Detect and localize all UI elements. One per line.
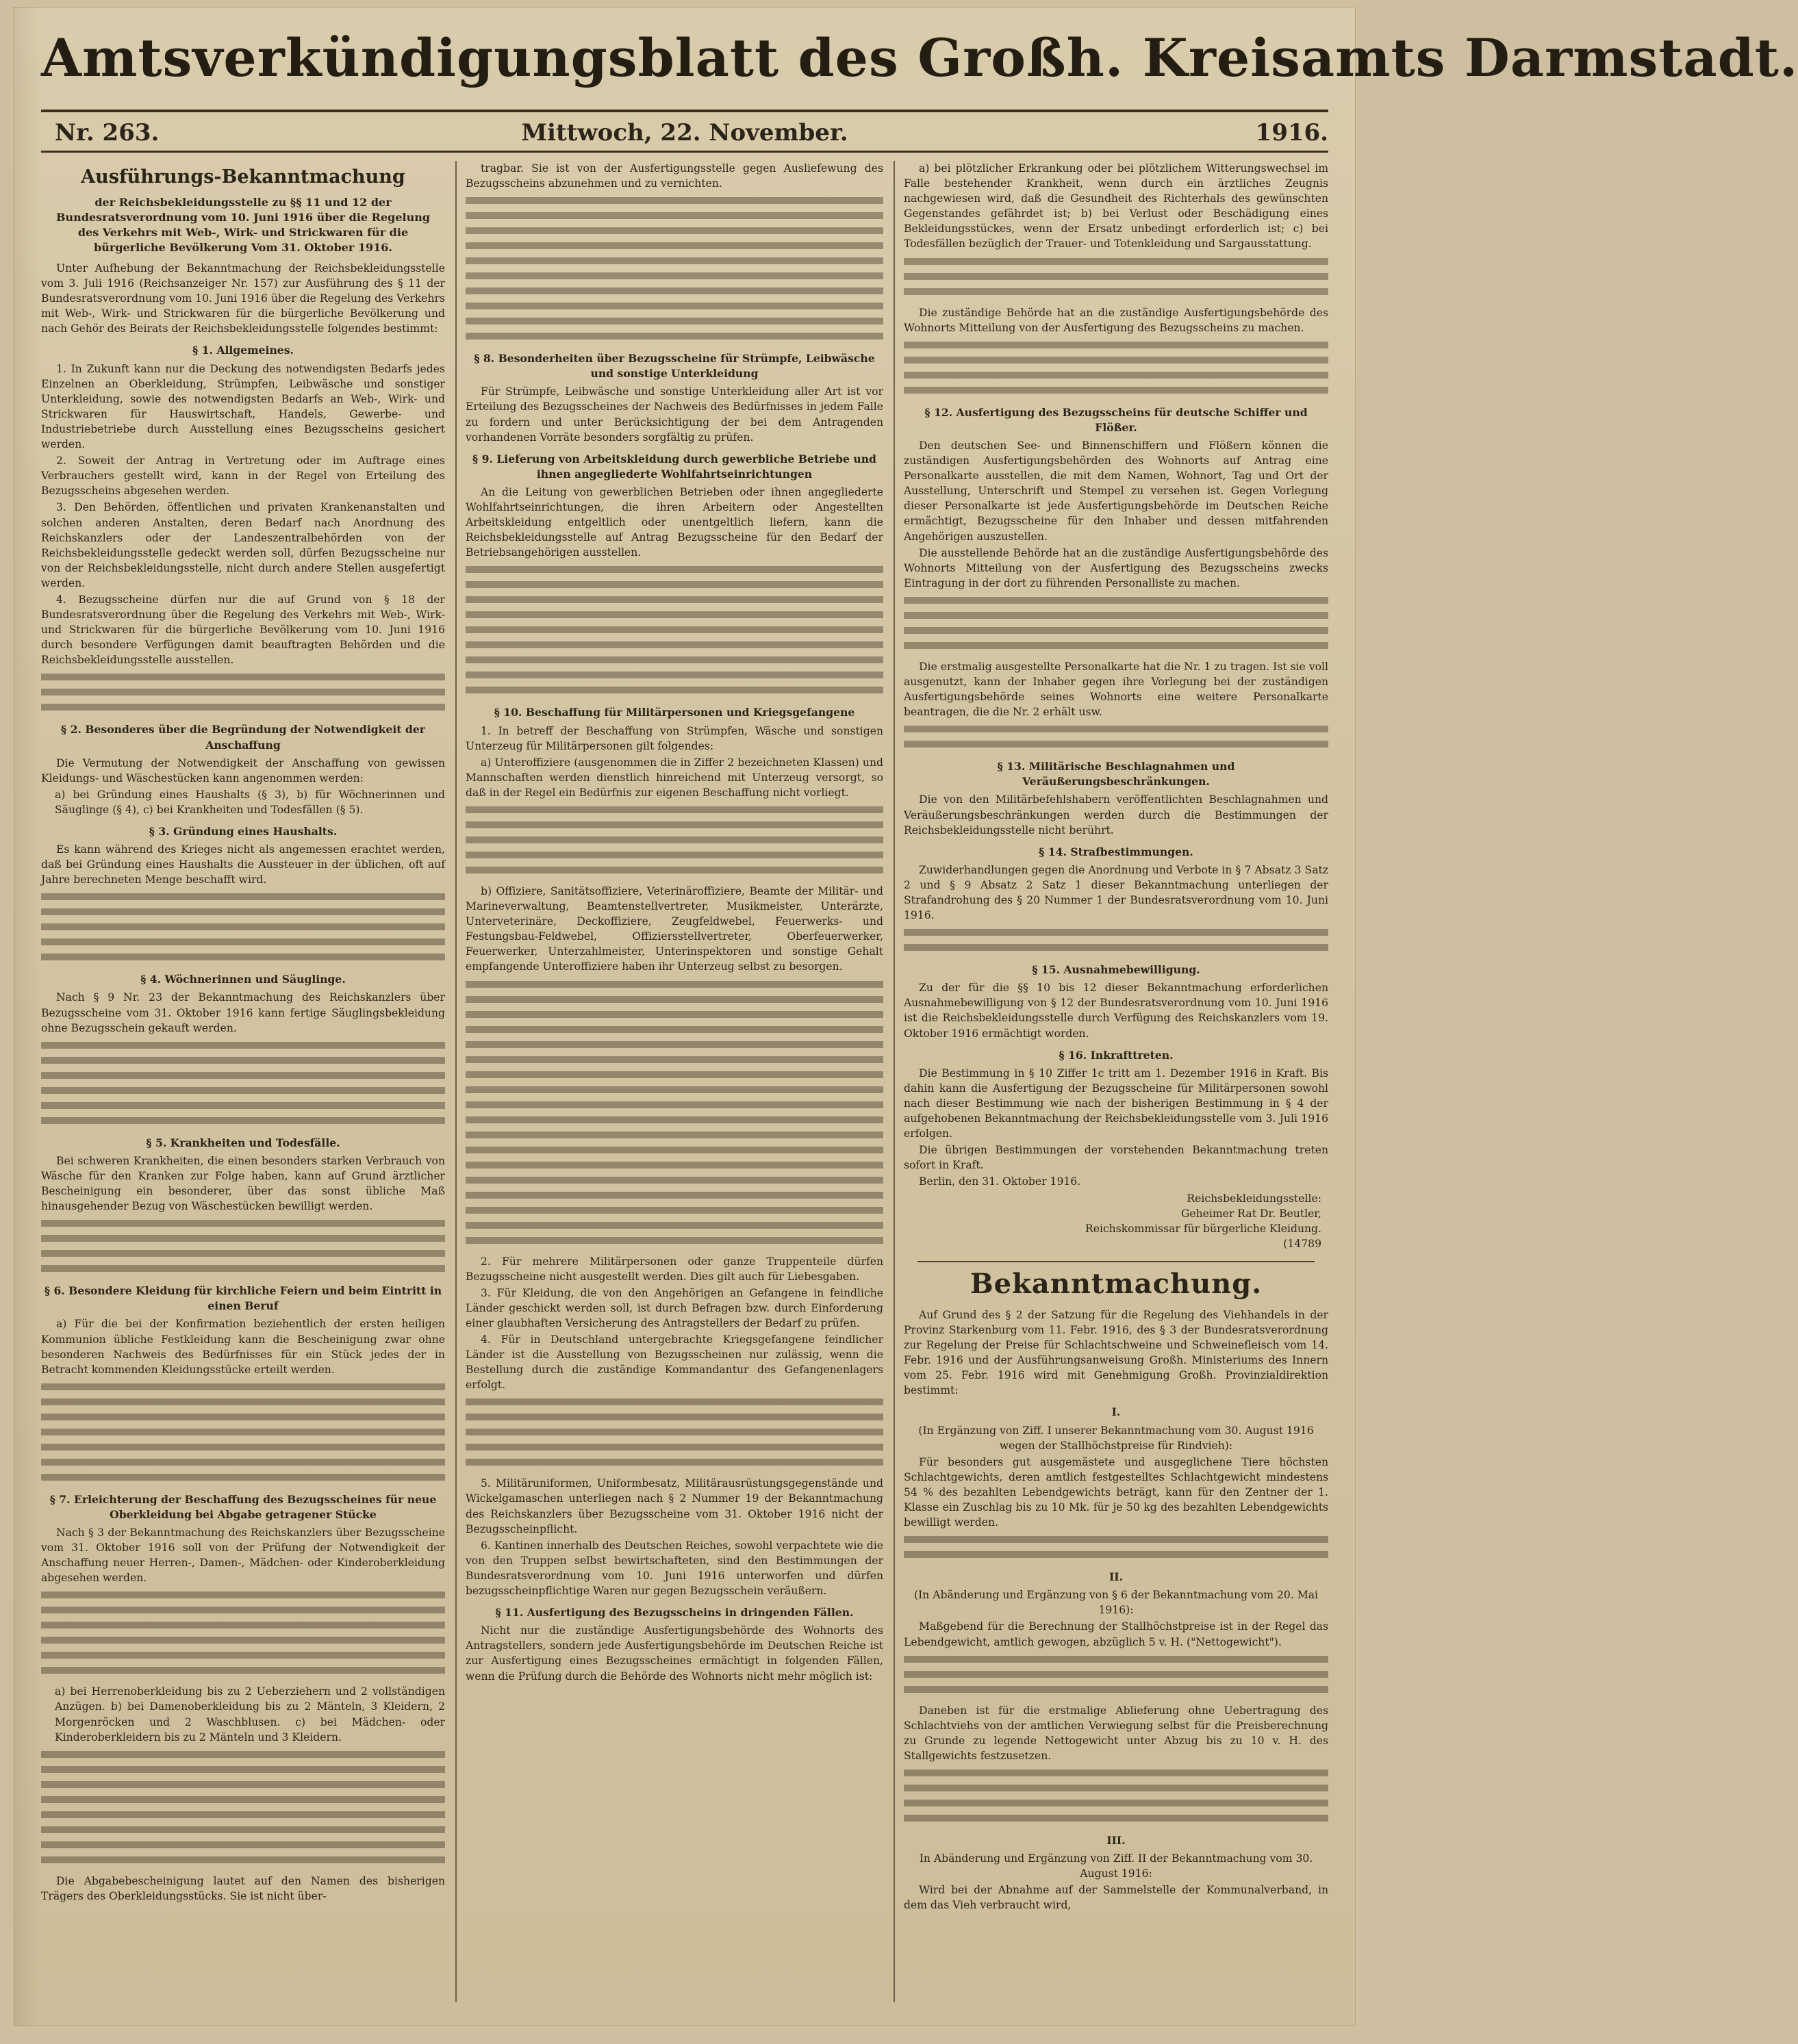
column-1 [41, 161, 445, 2009]
masthead-rule [41, 110, 1328, 112]
paragraph: 2. Soweit der Antrag in Vertretung oder im Auftrage eines Verbrauchers gestellt wird, kann in der Regel von Erteilung des Bezugsscheins abgesehen werden. [41, 455, 445, 498]
paragraph: Die von den Militärbefehlshabern veröffentlichten Beschlagnahmen und Veräußerungsbeschränkungen werden durch die Bestimmungen der Reichsbekleidungsstelle nicht berührt. [904, 793, 1328, 836]
text-filler [41, 1216, 445, 1277]
text-filler [41, 1588, 445, 1678]
list [55, 787, 445, 817]
newspaper-page [14, 7, 1798, 2026]
column-divider [894, 161, 895, 2002]
list [55, 1684, 445, 1744]
article-lead: der Reichsbekleidungsstelle zu §§ 11 und 12 der Bundesratsverordnung vom 10. Juni 1916 über die Regelung des Verkehrs mit Web-, Wirk- und Strickwaren für die bürgerliche Bevölkerung Vom 31. Oktober 1916. [55, 196, 431, 254]
text-filler [466, 563, 883, 698]
reference-number: (14789 [1283, 1237, 1321, 1250]
text-filler [41, 1748, 445, 1868]
paragraph: Nicht nur die zuständige Ausfertigungsbehörde des Wohnorts des Antragstellers, sondern jede Ausfertigungsbehörde im Deutschen Reiche ist zur Ausfertigung eines Bezugsscheines ermächtigt in folgenden Fällen, wenn die Prüfung durch die Behörde des Wohnorts nicht mehr möglich ist: [466, 1624, 883, 1683]
section-heading: § 14. Strafbestimmungen. [1039, 845, 1193, 858]
section-heading: § 15. Ausnahmebewilligung. [1032, 963, 1200, 977]
text-filler [466, 978, 883, 1249]
signature-office: Reichsbekleidungsstelle: [1187, 1192, 1321, 1205]
text-filler [41, 1380, 445, 1485]
paragraph: Die ausstellende Behörde hat an die zuständige Ausfertigungsbehörde des Wohnorts Mitteilung von der Ausfertigung des Bezugsscheins zwecks Eintragung in der dort zu führenden Personalliste zu machen. [904, 546, 1328, 589]
issue-number: Nr. 263. [55, 119, 160, 146]
paragraph: (In Ergänzung von Ziff. I unserer Bekanntmachung vom 30. August 1916 wegen der Stallhöchstpreise für Rindvieh): [918, 1424, 1314, 1452]
paragraph: Für besonders gut ausgemästete und ausgeglichene Tiere höchsten Schlachtgewichts, deren amtlich festgestelltes Schlachtgewicht mindestens 54 % des bezahlten Lebendgewichts beträgt, kann für den Zentner der 1. Klasse ein Zuschlag bis zu 10 Mk. für je 50 kg des bezahlten Lebendgewichts bewilligt werden. [904, 1455, 1328, 1529]
section-heading: § 9. Lieferung von Arbeitskleidung durch gewerbliche Betriebe und ihnen angegliederte Wohlfahrtseinrichtungen [472, 452, 876, 481]
paragraph: Für Strümpfe, Leibwäsche und sonstige Unterkleidung aller Art ist vor Erteilung des Bezugsscheines der Nachweis des Bedürfnisses in jedem Falle zu fordern und unter Berücksichtigung der bei dem Antragenden vorhandenen Vorräte besonders sorgfältig zu prüfen. [466, 385, 883, 444]
paragraph: In Abänderung und Ergänzung von Ziff. II der Bekanntmachung vom 30. August 1916: [919, 1852, 1313, 1880]
column-3 [904, 161, 1328, 2009]
paragraph: Wird bei der Abnahme auf der Sammelstelle der Kommunalverband, in dem das Vieh verbraucht wird, [904, 1884, 1328, 1912]
paragraph: Die erstmalig ausgestellte Personalkarte hat die Nr. 1 zu tragen. Ist sie voll ausgenutzt, kann der Inhaber gegen ihre Vorlegung bei der zuständigen Ausfertigungsbehörde seines Wohnorts eine weitere Personalkarte beantragen, die die Nr. 2 erhält usw. [904, 660, 1328, 719]
paragraph: 1. In Zukunft kann nur die Deckung des notwendigsten Bedarfs jedes Einzelnen an Oberkleidung, Strümpfen, Leibwäsche und sonstiger Unterkleidung, sowie des notwendigsten Bedarfs an Web-, Wirk- und Strickwaren für Hauswirtschaft, Handels, Gewerbe- und Industriebetriebe durch Ausstellung eines Bezugsscheins gesichert werden. [41, 362, 445, 451]
article-divider [917, 1261, 1315, 1262]
paragraph: a) bei plötzlicher Erkrankung oder bei plötzlichem Witterungswechsel im Falle bestehender Krankheit, wenn durch ein ärztliches Zeugnis nachgewiesen wird, daß die Gesundheit des Richterhals des gewünschten Gegenstandes gefährdet ist; b) bei Verlust oder Beschädigung eines Bekleidungsstückes, wenn der Ersatz unbedingt erforderlich ist; c) bei Todesfällen bezüglich der Trauer- und Totenkleidung und Sargausstattung. [904, 162, 1328, 251]
paragraph: tragbar. Sie ist von der Ausfertigungsstelle gegen Ausliefewung des Bezugsscheins abzunehmen und zu vernichten. [466, 162, 883, 190]
masthead-title: Amtsverkündigungsblatt des Großh. Kreisamts Darmstadt. [41, 27, 1798, 88]
paragraph: Zuwiderhandlungen gegen die Anordnung und Verbote in § 7 Absatz 3 Satz 2 und § 9 Absatz 2 Satz 1 dieser Bekanntmachung unterliegen der Strafandrohung des § 20 Nummer 1 der Bundesratsverordnung vom 10. Juni 1916. [904, 863, 1328, 922]
text-filler [904, 1533, 1328, 1563]
section-heading: § 16. Inkrafttreten. [1059, 1048, 1174, 1062]
text-filler [904, 593, 1328, 654]
paragraph: 2. Für mehrere Militärpersonen oder ganze Truppenteile dürfen Bezugsscheine nicht ausgestellt werden. Dies gilt auch für Liebesgaben. [466, 1255, 883, 1283]
section-heading: § 7. Erleichterung der Beschaffung des Bezugsscheines für neue Oberkleidung bei Abgabe getragener Stücke [49, 1492, 437, 1521]
paragraph: 3. Den Behörden, öffentlichen und privaten Krankenanstalten und solchen anderen Anstalten, deren Bedarf nach Anordnung des Reichskanzlers oder der Landeszentralbehörden von der Reichsbekleidungsstelle gedeckt werden soll, dürfen Bezugsscheine nur von der Reichsbekleidungsstelle, nicht durch andere Stellen ausgefertigt werden. [41, 501, 445, 589]
article-title: Bekanntmachung. [970, 1267, 1263, 1300]
section-heading: § 1. Allgemeines. [192, 344, 294, 357]
paper-shade [14, 7, 41, 2026]
roman-numeral: III. [1106, 1834, 1126, 1848]
text-filler [466, 803, 883, 878]
section-heading: § 10. Beschaffung für Militärpersonen und Kriegsgefangene [494, 706, 855, 719]
column-divider [455, 161, 457, 2002]
issue-date: Mittwoch, 22. November. [521, 119, 848, 146]
text-filler [904, 925, 1328, 956]
text-filler [41, 890, 445, 965]
paragraph: 1. In betreff der Beschaffung von Strümpfen, Wäsche und sonstigen Unterzeug für Militärpersonen gilt folgendes: [466, 724, 883, 752]
dateline-rule [41, 151, 1328, 153]
paragraph: (In Abänderung und Ergänzung von § 6 der Bekanntmachung vom 20. Mai 1916): [913, 1589, 1318, 1617]
list-items: a) bei Gründung eines Haushalts (§ 3), b) für Wöchnerinnen und Säuglinge (§ 4), c) bei Krankheiten und Todesfällen (§ 5). [55, 788, 445, 816]
paragraph: Den deutschen See- und Binnenschiffern und Flößern können die zuständigen Ausfertigungsbehörden des Wohnorts auf Antrag eine Personalkarte ausstellen, die mit dem Namen, Wohnort, Tag und Ort der Ausstellung, Unterschrift und Stempel zu versehen ist. Gegen Vorlegung dieser Personalkarte ist jede Ausfertigungsbehörde im Deutschen Reiche ermächtigt, Bezugsscheine für den Inhaber und dessen mitfahrenden Angehörigen auszustellen. [904, 439, 1328, 543]
section-heading: § 6. Besondere Kleidung für kirchliche Feiern und beim Eintritt in einen Beruf [44, 1284, 442, 1313]
paragraph: Es kann während des Krieges nicht als angemessen erachtet werden, daß bei Gründung eines Haushalts die Aussteuer in der üblichen, oft auf Jahre berechneten Menge beschafft wird. [41, 843, 445, 886]
section-heading: § 3. Gründung eines Haushalts. [149, 825, 338, 838]
section-heading: § 4. Wöchnerinnen und Säuglinge. [140, 973, 346, 986]
paragraph: 5. Militäruniformen, Uniformbesatz, Militärausrüstungsgegenstände und Wickelgamaschen unterliegen nach § 2 Nummer 19 der Bekanntmachung des Reichskanzlers über Bezugsscheine vom 31. Oktober 1916 nicht der Bezugsscheinpflicht. [466, 1477, 883, 1535]
paragraph: Daneben ist für die erstmalige Ablieferung ohne Uebertragung des Schlachtviehs von der amtlichen Verwiegung selbst für die Preisberechnung zu Grunde zu legende Nettogewicht unter Abzug bis zu 10 v. H. des Stallgewichts festzusetzen. [904, 1704, 1328, 1762]
paragraph: 4. Bezugsscheine dürfen nur die auf Grund von § 18 der Bundesratsverordnung über die Regelung des Verkehrs mit Web-, Wirk- und Strickwaren für die bürgerliche Bevölkerung vom 10. Juni 1916 durch besondere Verfügungen damit beauftragten Behörden und die Reichsbekleidungsstelle ausstellen. [41, 593, 445, 667]
section-heading: § 12. Ausfertigung des Bezugsscheins für deutsche Schiffer und Flößer. [924, 405, 1308, 434]
paragraph: Die Vermutung der Notwendigkeit der Anschaffung von gewissen Kleidungs- und Wäschestücken kann angenommen werden: [41, 756, 445, 784]
paragraph: Zu der für die §§ 10 bis 12 dieser Bekanntmachung erforderlichen Ausnahmebewilligung von § 12 der Bundesratsverordnung vom 10. Juni 1916 ist die Reichsbekleidungsstelle durch Verfügung des Reichskanzlers vom 19. Oktober 1916 ermächtigt worden. [904, 982, 1328, 1040]
section-heading: § 13. Militärische Beschlagnahmen und Veräußerungsbeschränkungen. [997, 760, 1235, 789]
paragraph: Nach § 9 Nr. 23 der Bekanntmachung des Reichskanzlers über Bezugsscheine vom 31. Oktober 1916 kann fertige Säuglingsbekleidung ohne Bezugsschein gekauft werden. [41, 991, 445, 1034]
paragraph: 4. Für in Deutschland untergebrachte Kriegsgefangene feindlicher Länder ist die Ausstellung von Bezugsscheinen nur zulässig, wenn die Bestellung durch die zuständige Kommandantur des Gefangenenlagers erfolgt. [466, 1333, 883, 1392]
text-filler [466, 1395, 883, 1470]
text-filler [41, 670, 445, 715]
section-heading: § 11. Ausfertigung des Bezugsscheins in dringenden Fällen. [495, 1606, 854, 1620]
text-filler [466, 194, 883, 344]
text-filler [904, 1766, 1328, 1826]
section-heading: § 5. Krankheiten und Todesfälle. [146, 1136, 340, 1149]
paragraph: Die zuständige Behörde hat an die zuständige Ausfertigungsbehörde des Wohnorts Mitteilung von der Ausfertigung des Bezugsscheins zu machen. [904, 306, 1328, 334]
paragraph: 3. Für Kleidung, die von den Angehörigen an Gefangene in feindliche Länder geschickt werden soll, ist durch Befragen bzw. durch Einforderung einer glaubhaften Versicherung des Antragstellers der Bedarf zu prüfen. [466, 1286, 883, 1329]
paragraph: a) Unteroffiziere (ausgenommen die in Ziffer 2 bezeichneten Klassen) und Mannschaften werden dienstlich hinreichend mit Unterzeug versorgt, so daß in der Regel ein Bedürfnis zur eigenen Beschaffung nicht vorliegt. [466, 756, 883, 799]
dateline [41, 116, 1328, 149]
list-items: a) bei Herrenoberkleidung bis zu 2 Ueberziehern und 2 vollständigen Anzügen. b) bei Damenoberkleidung bis zu 2 Mänteln, 3 Kleidern, 2 Morgenröcken und 2 Waschblusen. c) bei Mädchen- oder Kinderoberkleidern bis zu 2 Mänteln und 3 Kleidern. [55, 1685, 445, 1743]
paragraph: a) Für die bei der Konfirmation beziehentlich der ersten heiligen Kommunion übliche Festkleidung kann die Bescheinigung zwar ohne besonderen Nachweis des Bedürfnisses für ein Stück jedes der in Betracht kommenden Kleidungsstücke erteilt werden. [41, 1318, 445, 1376]
text-filler [904, 722, 1328, 752]
text-filler [904, 338, 1328, 398]
paragraph: An die Leitung von gewerblichen Betrieben oder ihnen angegliederte Wohlfahrtseinrichtungen, die ihren Arbeitern oder Angestellten Arbeitskleidung entgeltlich oder unentgeltlich liefern, kann die Reichsbekleidungsstelle auf Antrag Bezugsscheine für den Bedarf der Betriebsangehörigen ausstellen. [466, 485, 883, 559]
place-date: Berlin, den 31. Oktober 1916. [919, 1175, 1081, 1188]
paragraph: Auf Grund des § 2 der Satzung für die Regelung des Viehhandels in der Provinz Starkenburg vom 11. Febr. 1916, des § 3 der Bundesratsverordnung zur Regelung der Preise für Schlachtschweine und Schweinefleisch vom 14. Febr. 1916 und der Ausführungsanweisung Großh. Ministeriums des Innern vom 25. Febr. 1916 wird mit Genehmigung Großh. Provinzialdirektion bestimmt: [904, 1308, 1328, 1397]
paragraph: Die Bestimmung in § 10 Ziffer 1c tritt am 1. Dezember 1916 in Kraft. Bis dahin kann die Ausfertigung der Bezugsscheine für Militärpersonen sowohl nach dieser Bestimmung wie nach der bisherigen Bestimmung in § 4 der aufgehobenen Bekanntmachung der Reichsbekleidungsstelle vom 3. Juli 1916 erfolgen. [904, 1066, 1328, 1140]
paragraph: 6. Kantinen innerhalb des Deutschen Reiches, sowohl verpachtete wie die von den Truppen selbst bewirtschafteten, sind den Bestimmungen der Bundesratsverordnung vom 10. Juni 1916 unterworfen und dürfen bezugsscheinpflichtige Waren nur gegen Bezugsschein veräußern. [466, 1539, 883, 1598]
signature-title: Reichskommissar für bürgerliche Kleidung. [1085, 1222, 1321, 1235]
text-filler [41, 1038, 445, 1129]
article-title: Ausführungs-Bekanntmachung [81, 166, 405, 188]
paragraph: b) Offiziere, Sanitätsoffiziere, Veterinäroffiziere, Beamte der Militär- und Marineverwaltung, Beamtenstellvertreter, Musikmeister, Unterärzte, Unterveterinäre, Deckoffiziere, Zeugfeldwebel, Feuerwerks- und Festungsbau-Feldwebel, Offiziersstellvertreter, Oberfeuerwerker, Feuerwerker, Unterzahlmeister, Unterinspektoren und sonstige Gehalt empfangende Unteroffiziere haben ihr Unterzeug selbst zu besorgen. [466, 884, 883, 973]
signature-name: Geheimer Rat Dr. Beutler, [1180, 1207, 1321, 1220]
text-filler [904, 255, 1328, 300]
paragraph: Die Abgabebescheinigung lautet auf den Namen des bisherigen Trägers des Oberkleidungsstücks. Sie ist nicht über- [41, 1874, 445, 1902]
paragraph: Die übrigen Bestimmungen der vorstehenden Bekanntmachung treten sofort in Kraft. [904, 1144, 1328, 1172]
section-heading: § 2. Besonderes über die Begründung der Notwendigkeit der Anschaffung [61, 723, 425, 752]
column-2 [466, 161, 883, 2009]
paragraph: Bei schweren Krankheiten, die einen besonders starken Verbrauch von Wäsche für den Kranken zur Folge haben, kann auf Grund ärztlicher Bescheinigung ein besonderer, über das sonst übliche Maß hinausgehender Bezug von Wäschestücken bewilligt werden. [41, 1154, 445, 1213]
paragraph: Nach § 3 der Bekanntmachung des Reichskanzlers über Bezugsscheine vom 31. Oktober 1916 soll von der Prüfung der Notwendigkeit der Anschaffung neuer Herren-, Damen-, Mädchen- oder Kinderoberkleidung abgesehen werden. [41, 1526, 445, 1585]
roman-numeral: II. [1109, 1570, 1124, 1584]
roman-numeral: I. [1111, 1405, 1121, 1419]
text-filler [904, 1652, 1328, 1698]
issue-year: 1916. [1255, 119, 1328, 146]
paragraph: Unter Aufhebung der Bekanntmachung der Reichsbekleidungsstelle vom 3. Juli 1916 (Reichsanzeiger Nr. 157) zur Ausführung des § 11 der Bundesratsverordnung vom 10. Juni 1916 über die Regelung des Verkehrs mit Web-, Wirk- und Strickwaren für die bürgerliche Bevölkerung und nach Gehör des Beirats der Reichsbekleidungsstelle folgendes bestimmt: [41, 262, 445, 335]
section-heading: § 8. Besonderheiten über Bezugsscheine für Strümpfe, Leibwäsche und sonstige Unterkleidung [474, 352, 875, 381]
paragraph: Maßgebend für die Berechnung der Stallhöchstpreise ist in der Regel das Lebendgewicht, amtlich gewogen, abzüglich 5 v. H. ("Nettogewicht"). [904, 1620, 1328, 1648]
